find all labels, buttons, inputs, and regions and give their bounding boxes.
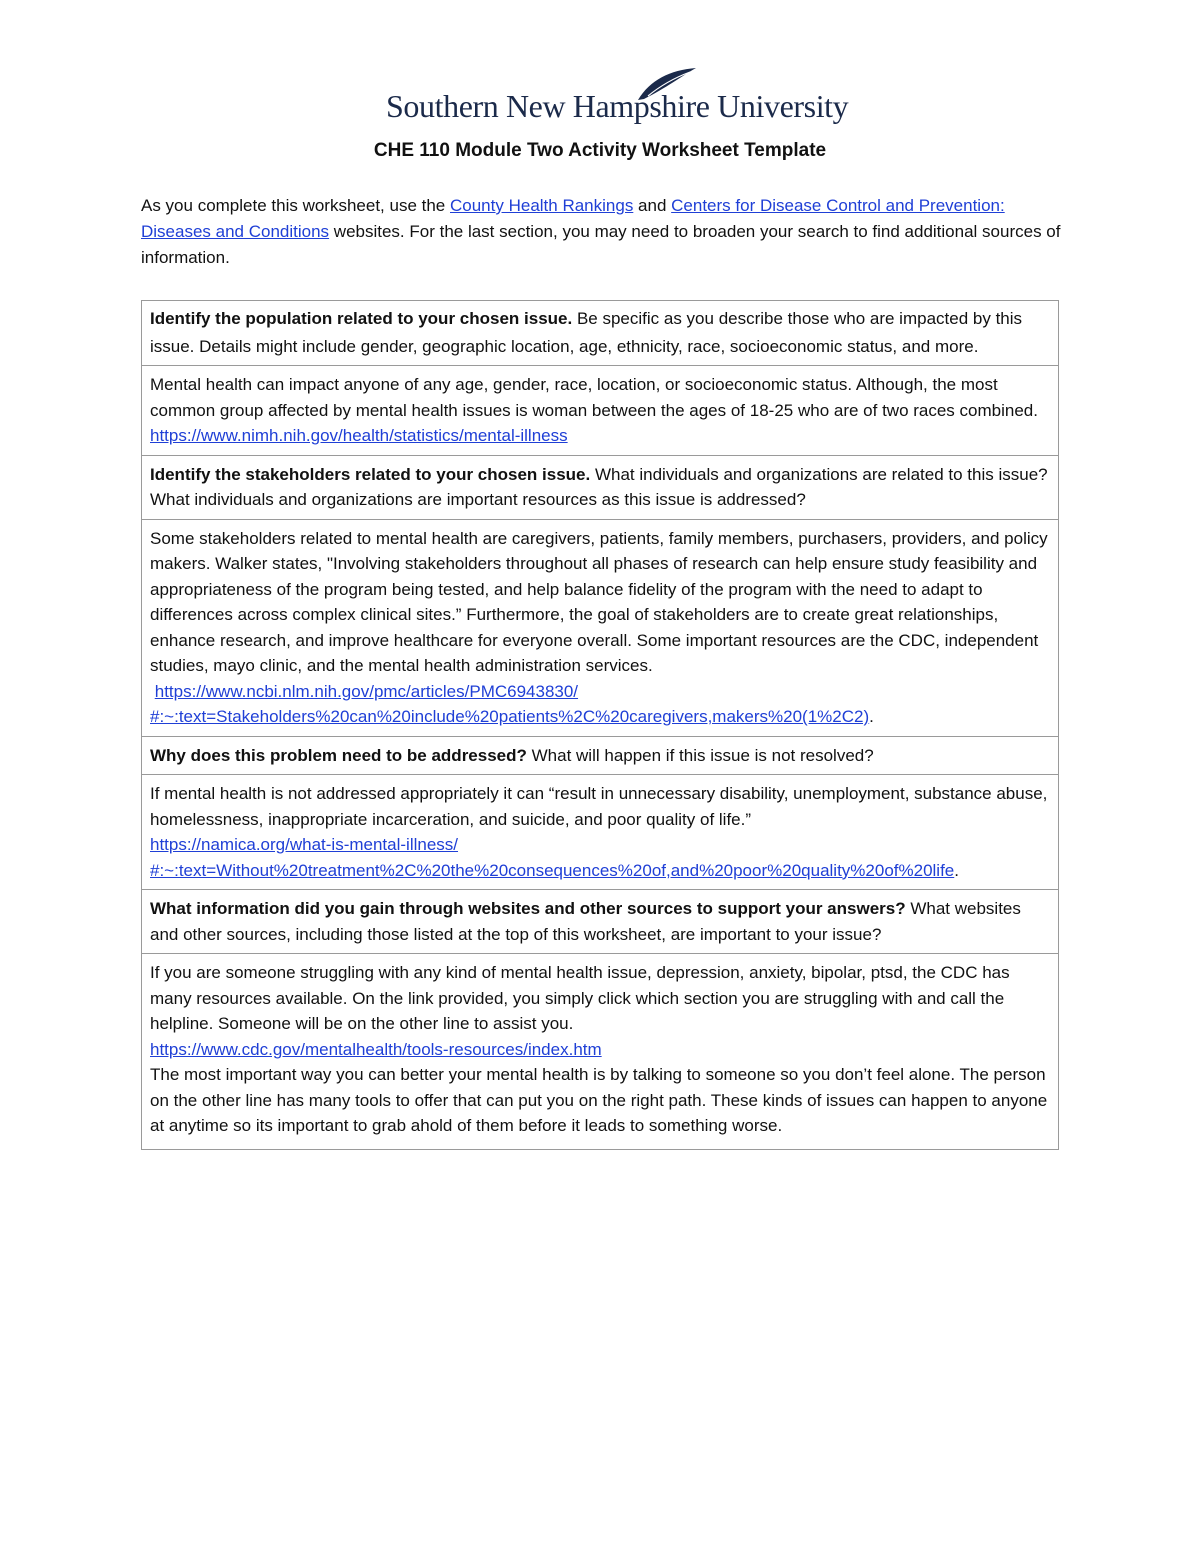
- page-title: CHE 110 Module Two Activity Worksheet Template: [373, 140, 827, 161]
- question-population: [142, 301, 1058, 365]
- answer-why-addressed[interactable]: [142, 774, 1058, 889]
- nimh-link[interactable]: https://www.nimh.nih.gov/health/statistics/mental-illness: [150, 426, 568, 445]
- question-information-heading: What information did you gain through websites and other sources to support your answers?: [150, 899, 906, 918]
- question-stakeholders-detail: What individuals and organizations are related to this issue? What individuals and organizations are important resources as this issue is addressed?: [150, 464, 1048, 509]
- county-health-rankings-link[interactable]: County Health Rankings: [450, 196, 634, 215]
- question-information-detail: What websites and other sources, including those listed at the top of this worksheet, are important to your issue?: [150, 899, 1021, 944]
- namica-link-part2[interactable]: #:~:text=Without%20treatment%2C%20the%20consequences%20of,and%20poor%20quality%20of%20life: [150, 860, 955, 880]
- intro-text-1: As you complete this worksheet, use the: [141, 196, 450, 215]
- logo-wordmark: Southern New Hampshire University: [386, 88, 849, 124]
- answer-information[interactable]: [142, 953, 1058, 1149]
- answer-why-text: If mental health is not addressed appropriately it can “result in unnecessary disability, unemployment, substance abuse, homelessness, inappropriate incarceration, and suicide, and poor quality of life.”: [150, 784, 1048, 829]
- cdc-mentalhealth-link[interactable]: https://www.cdc.gov/mentalhealth/tools-resources/index.htm: [150, 1039, 602, 1059]
- question-population-detail: Be specific as you describe those who are impacted by this issue. Details might include gender, geographic location, age, ethnicity, race, socioeconomic status, and more.: [150, 309, 1023, 356]
- question-stakeholders: [142, 455, 1058, 519]
- answer-population[interactable]: [142, 365, 1058, 455]
- question-why-heading: Why does this problem need to be addressed?: [150, 745, 527, 765]
- ncbi-link-part1[interactable]: https://www.ncbi.nlm.nih.gov/pmc/articles/PMC6943830/: [154, 681, 579, 701]
- ncbi-link-part2[interactable]: #:~:text=Stakeholders%20can%20include%20patients%2C%20caregivers,makers%20(1%2C2): [150, 707, 870, 726]
- cdc-diseases-link[interactable]: Centers for Disease Control and Prevention: Diseases and Conditions: [141, 196, 1005, 241]
- answer-information-text-1: If you are someone struggling with any kind of mental health issue, depression, anxiety, bipolar, ptsd, the CDC has many resources available. On the link provided, you simply click which section you are struggling with and call the helpline. Someone will be on the other line to assist you.: [150, 963, 1010, 1033]
- question-information: [142, 889, 1058, 953]
- question-why-addressed: [142, 736, 1058, 775]
- intro-paragraph: [141, 193, 1066, 271]
- namica-link-part1[interactable]: https://namica.org/what-is-mental-illness/: [150, 835, 459, 854]
- worksheet-table: [141, 300, 1059, 1150]
- answer-stakeholders-text: Some stakeholders related to mental health are caregivers, patients, family members, purchasers, providers, and policy makers. Walker states, "Involving stakeholders throughout all phases of research can help ensure study feasibility and appropriateness of the program being tested, and help balance fidelity of the program with the need to adapt to differences across complex clinical sites.” Furthermore, the goal of stakeholders are to create great relationships, enhance research, and improve healthcare for everyone overall. Some important resources are the CDC, independent studies, mayo clinic, and the mental health administration services.: [150, 528, 1048, 675]
- ncbi-link-tail: .: [869, 707, 874, 726]
- question-stakeholders-heading: Identify the stakeholders related to your chosen issue.: [150, 464, 591, 484]
- namica-link-tail: .: [954, 860, 959, 880]
- university-logo: [386, 66, 849, 138]
- answer-stakeholders[interactable]: [142, 519, 1058, 736]
- intro-text-2: and: [633, 196, 672, 215]
- intro-text-3: websites. For the last section, you may need to broaden your search to find additional sources of information.: [141, 222, 1061, 267]
- question-why-detail: What will happen if this issue is not resolved?: [526, 745, 874, 765]
- answer-information-text-2: The most important way you can better your mental health is by talking to someone so you don’t feel alone. The person on the other line has many tools to offer that can put you on the right path. These kinds of issues can happen to anyone at anytime so its important to grab ahold of them before it leads to something worse.: [150, 1065, 1048, 1135]
- question-population-heading: Identify the population related to your chosen issue.: [150, 309, 573, 328]
- answer-population-text: Mental health can impact anyone of any age, gender, race, location, or socioeconomic status. Although, the most common group affected by mental health issues is woman between the ages of 18-25 who are of two races combined.: [150, 375, 1038, 420]
